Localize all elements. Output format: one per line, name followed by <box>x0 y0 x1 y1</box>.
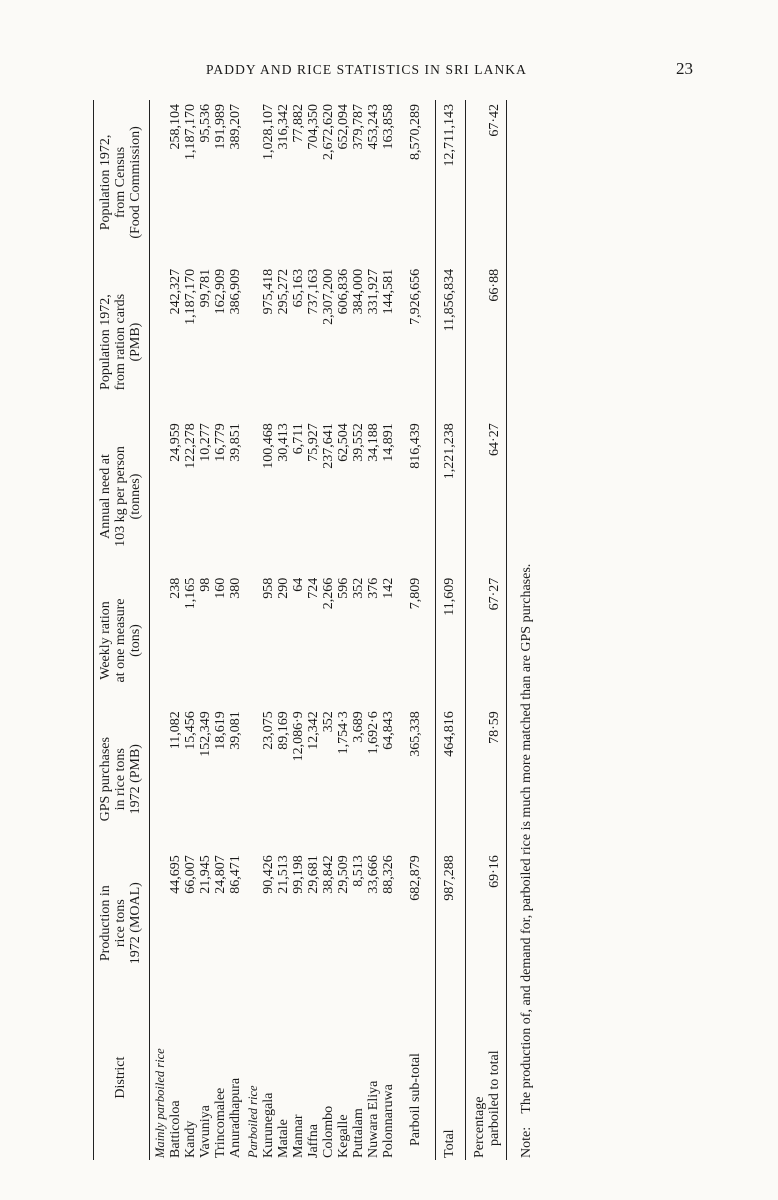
cell-district: Colombo <box>321 1105 336 1158</box>
cell-need: 14,891 <box>381 423 396 462</box>
cell-weekly: 67·27 <box>472 574 507 708</box>
cell-district: Anuradhapura <box>228 1077 243 1158</box>
cell-pop-census: 1,028,107 <box>261 104 276 160</box>
cell-need: 237,641 <box>321 423 336 469</box>
group-label-row <box>243 100 261 1160</box>
table-row <box>168 100 183 1160</box>
cell-gps: 23,075 <box>261 711 276 750</box>
cell-gps: 1,754·3 <box>336 711 351 755</box>
spacer <box>396 100 408 1160</box>
cell-gps: 64,843 <box>381 711 396 750</box>
cell-production: 29,681 <box>306 855 321 894</box>
cell-gps: 352 <box>321 711 336 733</box>
header-line: from Census <box>113 146 128 219</box>
cell-pop-cards: 144,581 <box>381 268 396 315</box>
header-line: (tonnes) <box>128 473 143 520</box>
note-text: The production of, and demand for, parboiled rice is much more matched than are GPS purchases. <box>519 563 534 1114</box>
cell-weekly: 380 <box>228 577 243 599</box>
table-body <box>150 100 507 1160</box>
cell-production: 99,198 <box>291 855 306 894</box>
cell-gps: 365,338 <box>408 711 423 757</box>
cell-need: 30,413 <box>276 423 291 462</box>
column-header-weekly-ration <box>94 574 150 708</box>
cell-weekly: 2,266 <box>321 577 336 610</box>
cell-district: Mannar <box>291 1114 306 1158</box>
header-line: 1972 (PMB) <box>128 744 143 815</box>
cell-weekly: 352 <box>351 577 366 599</box>
header-line: (Food Commission) <box>128 126 143 239</box>
cell-pop-cards: 11,856,834 <box>442 268 457 332</box>
cell-district: Trincomalee <box>213 1087 228 1158</box>
header-line: GPS purchases <box>98 737 113 822</box>
table-row <box>336 100 351 1160</box>
cell-district: Kandy <box>183 1120 198 1158</box>
cell-gps: 3,689 <box>351 711 366 743</box>
cell-production: 90,426 <box>261 855 276 894</box>
cell-need: 16,779 <box>213 423 228 462</box>
percentage-row <box>472 100 507 1160</box>
cell-weekly: 7,809 <box>408 577 423 610</box>
cell-weekly: 1,165 <box>183 577 198 610</box>
cell-district <box>472 995 507 1160</box>
subtotal-row <box>408 100 423 1160</box>
cell-gps: 152,349 <box>198 711 213 757</box>
header-line: Annual need at <box>98 454 113 539</box>
table-row <box>276 100 291 1160</box>
cell-pop-census: 389,207 <box>228 104 243 150</box>
table-row <box>321 100 336 1160</box>
cell-district: Puttalam <box>351 1108 366 1158</box>
table-row <box>228 100 243 1160</box>
cell-pop-census: 1,187,170 <box>183 104 198 160</box>
cell-weekly: 290 <box>276 577 291 599</box>
cell-pop-cards: 384,000 <box>351 268 366 315</box>
cell-gps: 78·59 <box>472 707 507 851</box>
cell-district: Vavuniya <box>198 1105 213 1158</box>
cell-gps: 89,169 <box>276 711 291 750</box>
cell-district: Kegalle <box>336 1114 351 1158</box>
cell-pop-census: 95,536 <box>198 104 213 143</box>
cell-need: 100,468 <box>261 423 276 469</box>
cell-weekly: 160 <box>213 577 228 599</box>
cell-gps: 12,342 <box>306 711 321 750</box>
cell-gps: 464,816 <box>442 711 457 757</box>
cell-district: Parboil sub-total <box>408 1053 423 1146</box>
cell-pop-census: 2,672,620 <box>321 104 336 160</box>
cell-pop-cards: 242,327 <box>168 268 183 315</box>
header-line: Population 1972, <box>98 294 113 390</box>
cell-need: 6,711 <box>291 423 306 455</box>
cell-pop-census: 379,787 <box>351 104 366 150</box>
cell-need: 34,188 <box>366 423 381 462</box>
table-row <box>306 100 321 1160</box>
cell-pop-census: 67·42 <box>472 100 507 265</box>
table-row <box>213 100 228 1160</box>
cell-need: 1,221,238 <box>442 423 457 480</box>
cell-production: 38,842 <box>321 855 336 894</box>
cell-gps: 11,082 <box>168 711 183 750</box>
cell-pop-cards: 162,909 <box>213 268 228 315</box>
header-line: (PMB) <box>128 322 143 362</box>
header-line: Production in <box>98 885 113 962</box>
cell-district: Polonnaruwa <box>381 1084 396 1158</box>
cell-gps: 12,086·9 <box>291 711 306 762</box>
cell-production: 86,471 <box>228 855 243 894</box>
header-line: Population 1972, <box>98 134 113 231</box>
rice-statistics-table <box>93 100 507 1160</box>
cell-need: 10,277 <box>198 423 213 462</box>
column-header-population-cards <box>94 265 150 419</box>
cell-production: 987,288 <box>442 855 457 901</box>
page-number: 23 <box>676 59 693 78</box>
cell-gps: 39,081 <box>228 711 243 750</box>
cell-need: 24,959 <box>168 423 183 462</box>
cell-pop-census: 316,342 <box>276 104 291 150</box>
header-line: 103 kg per person <box>113 446 128 547</box>
cell-production: 44,695 <box>168 855 183 894</box>
header-line: (tons) <box>128 624 143 657</box>
cell-weekly: 596 <box>336 577 351 599</box>
cell-pop-census: 163,858 <box>381 104 396 150</box>
percentage-label-line2: parboiled to total <box>487 1050 502 1146</box>
cell-production: 21,513 <box>276 855 291 894</box>
group-label-mainly-parboiled: Mainly parboiled rice <box>153 1048 167 1158</box>
cell-gps: 1,692·6 <box>366 711 381 755</box>
cell-pop-cards: 65,163 <box>291 268 306 308</box>
cell-need: 75,927 <box>306 423 321 462</box>
cell-need: 816,439 <box>408 423 423 469</box>
table-row <box>381 100 396 1160</box>
cell-weekly: 64 <box>291 577 306 592</box>
cell-weekly: 98 <box>198 577 213 592</box>
cell-production: 66,007 <box>183 855 198 894</box>
cell-pop-cards: 386,909 <box>228 268 243 315</box>
group-label-row <box>150 100 169 1160</box>
cell-pop-cards: 1,187,170 <box>183 268 198 325</box>
cell-weekly: 238 <box>168 577 183 599</box>
table-row <box>261 100 276 1160</box>
cell-need: 39,851 <box>228 423 243 462</box>
cell-weekly: 376 <box>366 577 381 599</box>
cell-pop-census: 652,094 <box>336 104 351 150</box>
cell-need: 62,504 <box>336 423 351 462</box>
spacer-row <box>396 100 408 1160</box>
spacer-row <box>423 100 436 1160</box>
cell-district: Nuwara Eliya <box>366 1080 381 1158</box>
cell-need: 122,278 <box>183 423 198 469</box>
cell-pop-cards: 606,836 <box>336 268 351 315</box>
column-header-annual-need <box>94 419 150 573</box>
cell-production: 29,509 <box>336 855 351 894</box>
table-row <box>351 100 366 1160</box>
cell-pop-cards: 99,781 <box>198 268 213 308</box>
header-line: rice tons <box>113 899 128 948</box>
cell-district: Jaffna <box>306 1124 321 1158</box>
rotated-table-container <box>93 100 613 1160</box>
header-line: in rice tons <box>113 748 128 811</box>
column-header-population-census <box>94 100 150 265</box>
header-line: 1972 (MOAL) <box>128 882 143 965</box>
cell-weekly: 142 <box>381 577 396 599</box>
cell-production: 682,879 <box>408 855 423 901</box>
cell-district: Batticoloa <box>168 1100 183 1158</box>
cell-pop-cards: 975,418 <box>261 268 276 315</box>
cell-weekly: 724 <box>306 577 321 599</box>
cell-need: 64·27 <box>472 419 507 573</box>
cell-weekly: 958 <box>261 577 276 599</box>
cell-production: 33,666 <box>366 855 381 894</box>
table-note <box>519 100 535 1160</box>
table-row <box>198 100 213 1160</box>
cell-pop-cards: 66·88 <box>472 265 507 419</box>
cell-pop-census: 704,350 <box>306 104 321 150</box>
cell-pop-cards: 295,272 <box>276 268 291 315</box>
cell-pop-census: 12,711,143 <box>442 104 457 167</box>
note-label: Note: <box>519 1126 534 1158</box>
header-line: Weekly ration <box>98 601 113 680</box>
spacer <box>423 100 436 1160</box>
cell-production: 21,945 <box>198 855 213 894</box>
cell-pop-cards: 737,163 <box>306 268 321 315</box>
total-row <box>442 100 466 1160</box>
cell-pop-cards: 2,307,200 <box>321 268 336 325</box>
cell-production: 69·16 <box>472 851 507 995</box>
cell-gps: 15,456 <box>183 711 198 750</box>
table-header <box>94 100 150 1160</box>
column-header-district: District <box>94 995 150 1160</box>
cell-production: 88,326 <box>381 855 396 894</box>
cell-pop-census: 77,882 <box>291 104 306 143</box>
cell-pop-cards: 7,926,656 <box>408 268 423 325</box>
cell-pop-cards: 331,927 <box>366 268 381 315</box>
column-header-production <box>94 851 150 995</box>
table-row <box>291 100 306 1160</box>
cell-weekly: 11,609 <box>442 577 457 616</box>
cell-pop-census: 8,570,289 <box>408 104 423 160</box>
percentage-label-line1: Percentage <box>472 1096 487 1158</box>
cell-district: Total <box>442 1129 457 1158</box>
cell-pop-census: 258,104 <box>168 104 183 150</box>
header-line: from ration cards <box>113 293 128 391</box>
cell-district: Matale <box>276 1119 291 1158</box>
table-row <box>366 100 381 1160</box>
cell-district: Kurunegala <box>261 1092 276 1158</box>
cell-need: 39,552 <box>351 423 366 462</box>
table-row <box>183 100 198 1160</box>
group-label-parboiled: Parboiled rice <box>246 1085 260 1158</box>
running-title: PADDY AND RICE STATISTICS IN SRI LANKA <box>206 62 527 77</box>
cell-pop-census: 191,989 <box>213 104 228 150</box>
header-line: at one measure <box>113 598 128 683</box>
cell-production: 8,513 <box>351 855 366 887</box>
cell-pop-census: 453,243 <box>366 104 381 150</box>
column-header-gps <box>94 707 150 851</box>
cell-gps: 18,619 <box>213 711 228 750</box>
cell-production: 24,807 <box>213 855 228 894</box>
